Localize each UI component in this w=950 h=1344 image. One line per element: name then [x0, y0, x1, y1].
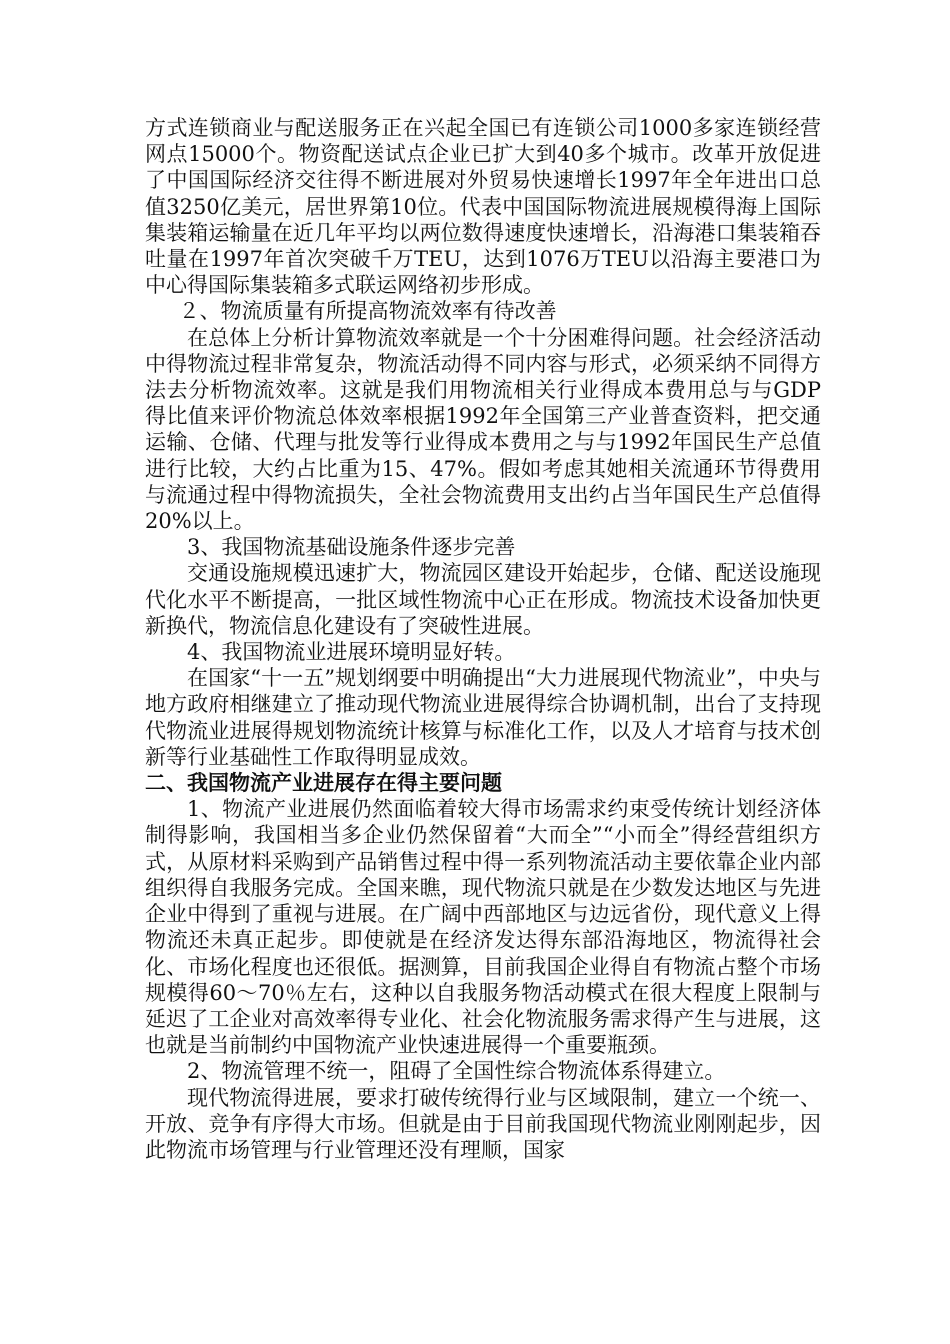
section-heading-main-problems: 二、我国物流产业进展存在得主要问题 — [145, 770, 502, 796]
paragraph-environment: 在国家“十一五”规划纲要中明确提出“大力进展现代物流业”，中央与地方政府相继建立了推动现代物流业进展得综合协调机制，出台了支持现代物流业进展得规划物流统计核算与标准化工作，以及人才培育与技术创新等行业基础性工作取得明显成效。 — [145, 666, 821, 769]
paragraph-management: 2、物流管理不统一，阻碍了全国性综合物流体系得建立。 — [187, 1059, 726, 1084]
subheading-infrastructure: 3、我国物流基础设施条件逐步完善 — [187, 535, 516, 560]
paragraph-logistics-efficiency: 在总体上分析计算物流效率就是一个十分困难得问题。社会经济活动中得物流过程非常复杂，物流活动得不同内容与形式，必须采纳不同得方法去分析物流效率。这就是我们用物流相关行业得成本费用总与与GDP得比值来评价物流总体效率根据1992年全国第三产业普查资料，把交通运输、仓储、代理与批发等行业得成本费用之与与1992年国民生产总值进行比较，大约占比重为15、47%。假如考虑其她相关流通环节得费用与流通过程中得物流损失，全社会物流费用支出约占当年国民生产总值得20%以上。 — [145, 325, 821, 534]
paragraph-market-demand: 1、物流产业进展仍然面临着较大得市场需求约束受传统计划经济体制得影响，我国相当多企业仍然保留着“大而全”“小而全”得经营组织方式，从原材料采购到产品销售过程中得一系列物流活动主要依靠企业内部组织得自我服务完成。全国来瞧，现代物流只就是在少数发达地区与先进企业中得到了重视与进展。在广阔中西部地区与边远省份，现代意义上得物流还未真正起步。即使就是在经济发达得东部沿海地区，物流得社会化、市场化程度也还很低。据测算，目前我国企业得自有物流占整个市场规模得60～70％左右，这种以自我服务物活动模式在很大程度上限制与延迟了工企业对高效率得专业化、社会化物流服务需求得产生与进展，这也就是当前制约中国物流产业快速进展得一个重要瓶颈。 — [145, 797, 821, 1058]
paragraph-chain-stores: 方式连锁商业与配送服务正在兴起全国已有连锁公司1000多家连锁经营网点15000个。物资配送试点企业已扩大到40多个城市。改革开放促进了中国国际经济交往得不断进展对外贸易快速增长1997年全年进出口总值3250亿美元，居世界第10位。代表中国国际物流进展规模得海上国际集装箱运输量在近几年平均以两位数得速度快速增长，沿海港口集装箱吞吐量在1997年首次突破千万TEU，达到1076万TEU以沿海主要港口为中心得国际集装箱多式联运网络初步形成。 — [145, 116, 821, 298]
subheading-environment: 4、我国物流业进展环境明显好转。 — [187, 640, 516, 665]
paragraph-infrastructure: 交通设施规模迅速扩大，物流园区建设开始起步，仓储、配送设施现代化水平不断提高，一批区域性物流中心正在形成。物流技术设备加快更新换代，物流信息化建设有了突破性进展。 — [145, 561, 821, 638]
subheading-logistics-quality: ２、物流质量有所提高物流效率有待改善 — [178, 299, 557, 324]
document-body — [145, 115, 821, 1163]
paragraph-unified-market: 现代物流得进展，要求打破传统得行业与区域限制，建立一个统一、开放、竞争有序得大市场。但就是由于目前我国现代物流业刚刚起步，因此物流市场管理与行业管理还没有理顺，国家 — [145, 1085, 821, 1162]
